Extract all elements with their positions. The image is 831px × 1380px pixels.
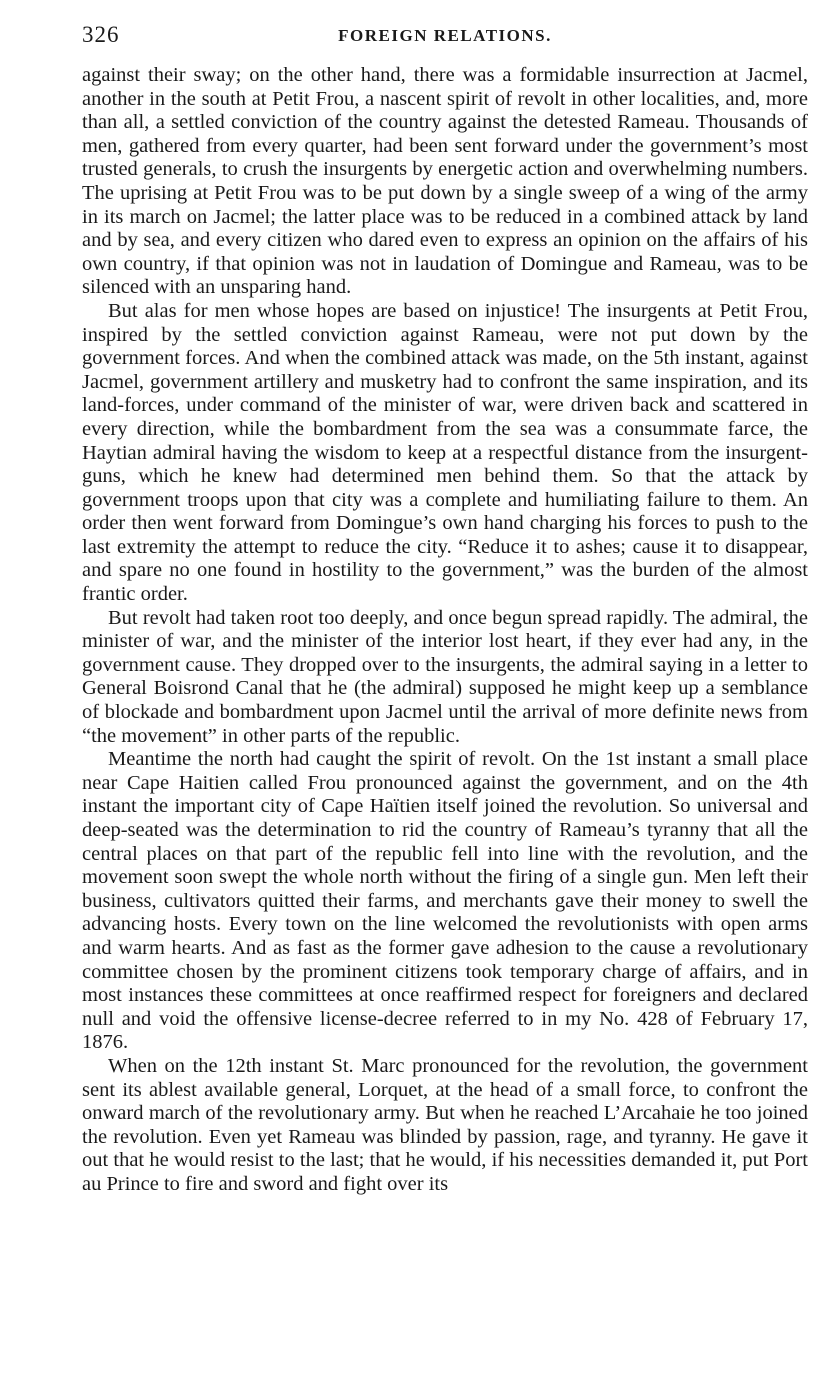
page-number: 326 bbox=[82, 22, 120, 47]
running-title: FOREIGN RELATIONS. bbox=[338, 26, 552, 45]
paragraph: But alas for men whose hopes are based on injustice! The insurgents at Petit Frou, inspired by the settled conviction against Rameau, were not put down by the government forces. And when the combined attack was made, on the 5th instant, against Jacmel, government artillery and musketry had to confront the same inspiration, and its land-forces, under command of the minister of war, were driven back and scattered in every direction, while the bombardment from the sea was a consummate farce, the Haytian admiral having the wisdom to keep at a respectful distance from the insurgent-guns, which he knew had determined men behind them. So that the attack by government troops upon that city was a complete and humiliating failure to them. An order then went forward from Domingue’s own hand charging his forces to push to the last extremity the attempt to reduce the city. “Reduce it to ashes; cause it to disappear, and spare no one found in hostility to the government,” was the burden of the almost frantic order. bbox=[82, 299, 808, 606]
body-text bbox=[82, 64, 808, 1197]
paragraph: When on the 12th instant St. Marc pronounced for the revolution, the government sent its ablest available general, Lorquet, at the head of a small force, to confront the onward march of the revolutionary army. But when he reached L’Arcahaie he too joined the revolution. Even yet Rameau was blinded by passion, rage, and tyranny. He gave it out that he would resist to the last; that he would, if his necessities demanded it, put Port au Prince to fire and sword and fight over its bbox=[82, 1054, 808, 1195]
running-header bbox=[82, 22, 808, 50]
paragraph-continued: against their sway; on the other hand, there was a formidable insurrection at Jacmel, another in the south at Petit Frou, a nascent spirit of revolt in other localities, and, more than all, a settled conviction of the country against the detested Rameau. Thousands of men, gathered from every quarter, had been sent forward under the government’s most trusted generals, to crush the insurgents by energetic action and overwhelming numbers. The uprising at Petit Frou was to be put down by a single sweep of a wing of the army in its march on Jacmel; the latter place was to be reduced in a combined attack by land and by sea, and every citizen who dared even to express an opinion on the affairs of his own country, if that opinion was not in laudation of Domingue and Rameau, was to be silenced with an unsparing hand. bbox=[82, 64, 808, 299]
paragraph: Meantime the north had caught the spirit of revolt. On the 1st instant a small place near Cape Haitien called Frou pronounced against the government, and on the 4th instant the important city of Cape Haïtien itself joined the revolution. So universal and deep-seated was the determination to rid the country of Rameau’s tyranny that all the central places on that part of the republic fell into line with the revolution, and the movement soon swept the whole north without the firing of a single gun. Men left their business, cultivators quitted their farms, and merchants gave their money to swell the advancing hosts. Every town on the line welcomed the revolutionists with open arms and warm hearts. And as fast as the former gave adhesion to the cause a revolutionary committee chosen by the prominent citizens took temporary charge of affairs, and in most instances these committees at once reaffirmed respect for foreigners and declared null and void the offensive license-decree referred to in my No. 428 of February 17, 1876. bbox=[82, 748, 808, 1054]
paragraph: But revolt had taken root too deeply, and once begun spread rapidly. The admiral, the minister of war, and the minister of the interior lost heart, if they ever had any, in the government cause. They dropped over to the insurgents, the admiral saying in a letter to General Boisrond Canal that he (the admiral) supposed he might keep up a semblance of blockade and bombardment upon Jacmel until the arrival of more definite news from “the movement” in other parts of the republic. bbox=[82, 606, 808, 747]
